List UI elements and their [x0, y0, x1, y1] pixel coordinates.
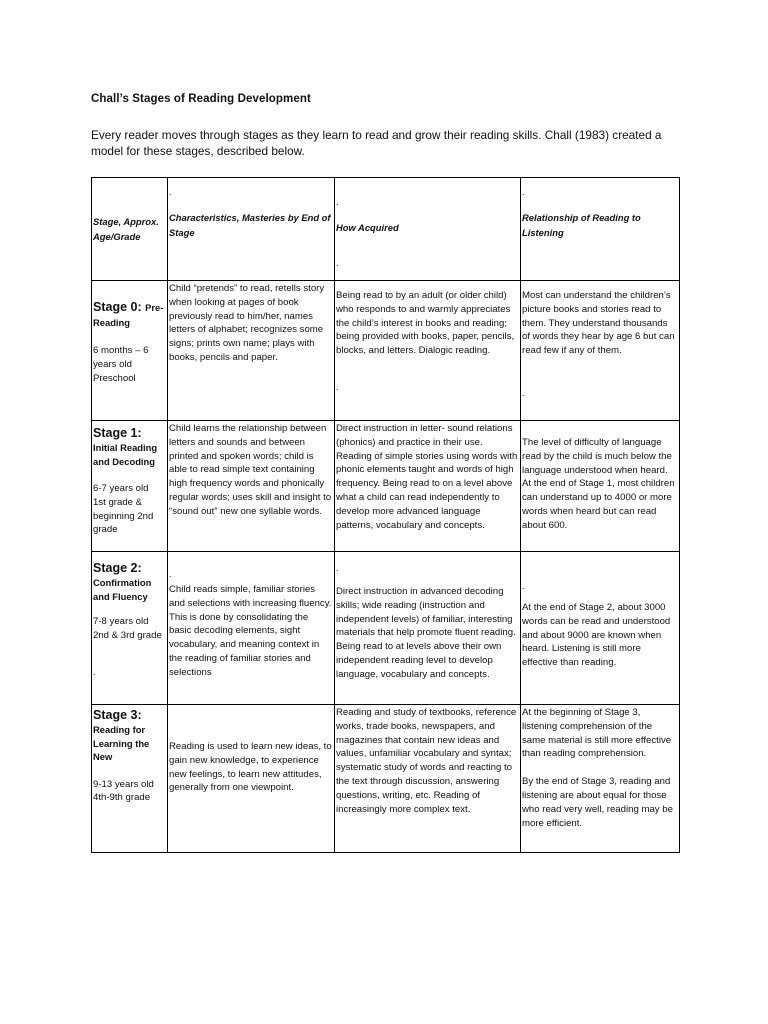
placeholder-dot: .	[336, 197, 339, 207]
relationship-text-b: By the end of Stage 3, reading and listening are about equal for those who read very well, reading may be more efficient.	[522, 776, 673, 829]
relationship-text: The level of difficulty of language read by the child is much below the language understood when heard. At the end of Stage 1, most children can understand up to 4000 or more words when heard but can read about 600.	[522, 437, 675, 531]
characteristics-cell	[168, 705, 335, 853]
how-acquired-text: Being read to by an adult (or older child) who responds to and warmly appreciates the child’s interest in books and reading; being provided with books, paper, pencils, blocks, and letters. Dialogic reading.	[336, 290, 515, 357]
placeholder-dot: .	[169, 187, 172, 197]
header-relationship: Relationship of Reading to Listening	[522, 212, 641, 238]
stage-cell	[92, 705, 168, 853]
table-row	[92, 552, 680, 705]
stage-grade: Preschool	[93, 372, 136, 384]
stage-grade: 4th-9th grade	[93, 792, 151, 804]
characteristics-cell	[168, 421, 335, 552]
how-acquired-cell	[335, 281, 521, 421]
stage-cell	[92, 281, 168, 421]
how-acquired-cell	[335, 421, 521, 552]
placeholder-dot: .	[336, 257, 339, 268]
relationship-cell	[521, 281, 680, 421]
characteristics-text: Reading is used to learn new ideas, to gain new knowledge, to experience new feelings, to learn new attitudes, generally from one viewpoint.	[169, 741, 332, 794]
how-acquired-text: Direct instruction in letter- sound relations (phonics) and practice in their use. Reading of simple stories using words with phonic elements taught and words of high frequency. Being read to on a level above what a child can read independently to develop more advanced language patterns, vocabulary and concepts.	[336, 423, 518, 531]
characteristics-text: Child “pretends” to read, retells story when looking at pages of book previously read to him/her, names letters of alphabet; recognizes some signs; prints own name; plays with books, pencils and paper.	[169, 283, 325, 363]
placeholder-dot: .	[93, 666, 96, 677]
stage-label: Stage 2:	[93, 561, 142, 575]
table-row	[92, 421, 680, 552]
stage-label: Stage 1:	[93, 426, 142, 440]
placeholder-dot: .	[336, 563, 339, 573]
table-row	[92, 281, 680, 421]
how-acquired-text: Reading and study of textbooks, reference works, trade books, newspapers, and magazines that contain new ideas and values, unfamiliar vocabulary and syntax; systematic study of words and reacting to the text through discussion, answering questions, writing, etc. Reading of increasingly more complex text.	[336, 707, 517, 815]
stage-age: 7-8 years old	[93, 616, 149, 627]
how-acquired-cell	[335, 552, 521, 705]
stage-grade: 1st grade & beginning 2nd grade	[93, 496, 154, 536]
header-characteristics: Characteristics, Masteries by End of Stage	[169, 212, 331, 238]
stage-label: Stage 3:	[93, 708, 142, 722]
characteristics-cell	[168, 281, 335, 421]
relationship-text-a: At the beginning of Stage 3, listening comprehension of the same material is still more effective than reading comprehension.	[522, 707, 672, 760]
stage-name: Confirmation and Fluency	[93, 577, 152, 602]
characteristics-cell	[168, 552, 335, 705]
stage-age: 6-7 years old	[93, 483, 149, 494]
how-acquired-cell	[335, 705, 521, 853]
header-cell-how-acquired	[335, 178, 521, 281]
header-cell-relationship	[521, 178, 680, 281]
document-title: Chall’s Stages of Reading Development	[91, 93, 311, 105]
stage-grade: 2nd & 3rd grade	[93, 629, 162, 641]
stage-name: Pre-Reading	[93, 302, 164, 328]
stage-age: 9-13 years old	[93, 778, 154, 790]
header-cell-stage	[92, 178, 168, 281]
placeholder-dot: .	[169, 569, 172, 579]
how-acquired-text: Direct instruction in advanced decoding skills; wide reading (instruction and independent levels) of familiar, interesting materials that help promote fluent reading. Being read to at levels above their own independent reading level to develop language, vocabulary and concepts.	[336, 586, 516, 680]
stage-cell	[92, 421, 168, 552]
placeholder-dot: .	[336, 381, 339, 392]
relationship-cell	[521, 421, 680, 552]
stages-table	[91, 177, 680, 853]
table-row	[92, 705, 680, 853]
placeholder-dot: .	[522, 187, 525, 197]
table-header-row	[92, 178, 680, 281]
stage-cell	[92, 552, 168, 705]
header-stage: Stage, Approx. Age/Grade	[93, 216, 159, 242]
placeholder-dot: .	[522, 581, 525, 591]
relationship-cell	[521, 705, 680, 853]
characteristics-text: Child learns the relationship between letters and sounds and between printed and spoken words; child is able to read simple text containing high frequency words and phonically regular words; uses skill and insight to “sound out” new one syllable words.	[169, 423, 332, 517]
relationship-text: Most can understand the children’s picture books and stories read to them. They understand thousands of words they hear by age 6 but can read few if any of them.	[522, 290, 675, 357]
intro-paragraph: Every reader moves through stages as they learn to read and grow their reading skills. Chall (1983) created a model for these stages, described below.	[91, 128, 662, 158]
stage-name: Reading for Learning the New	[93, 724, 150, 762]
relationship-cell	[521, 552, 680, 705]
header-cell-characteristics	[168, 178, 335, 281]
stage-name: Initial Reading and Decoding	[93, 442, 158, 467]
placeholder-dot: .	[522, 387, 525, 398]
relationship-text: At the end of Stage 2, about 3000 words can be read and understood and about 9000 are known when heard. Listening is still more effective than reading.	[522, 602, 671, 669]
stage-label: Stage 0:	[93, 300, 142, 314]
header-how-acquired: How Acquired	[336, 222, 399, 233]
stage-age: 6 months – 6 years old	[93, 345, 149, 370]
characteristics-text: Child reads simple, familiar stories and selections with increasing fluency. This is done by consolidating the basic decoding elements, sight vocabulary, and meaning context in the reading of familiar stories and selections	[169, 584, 332, 678]
